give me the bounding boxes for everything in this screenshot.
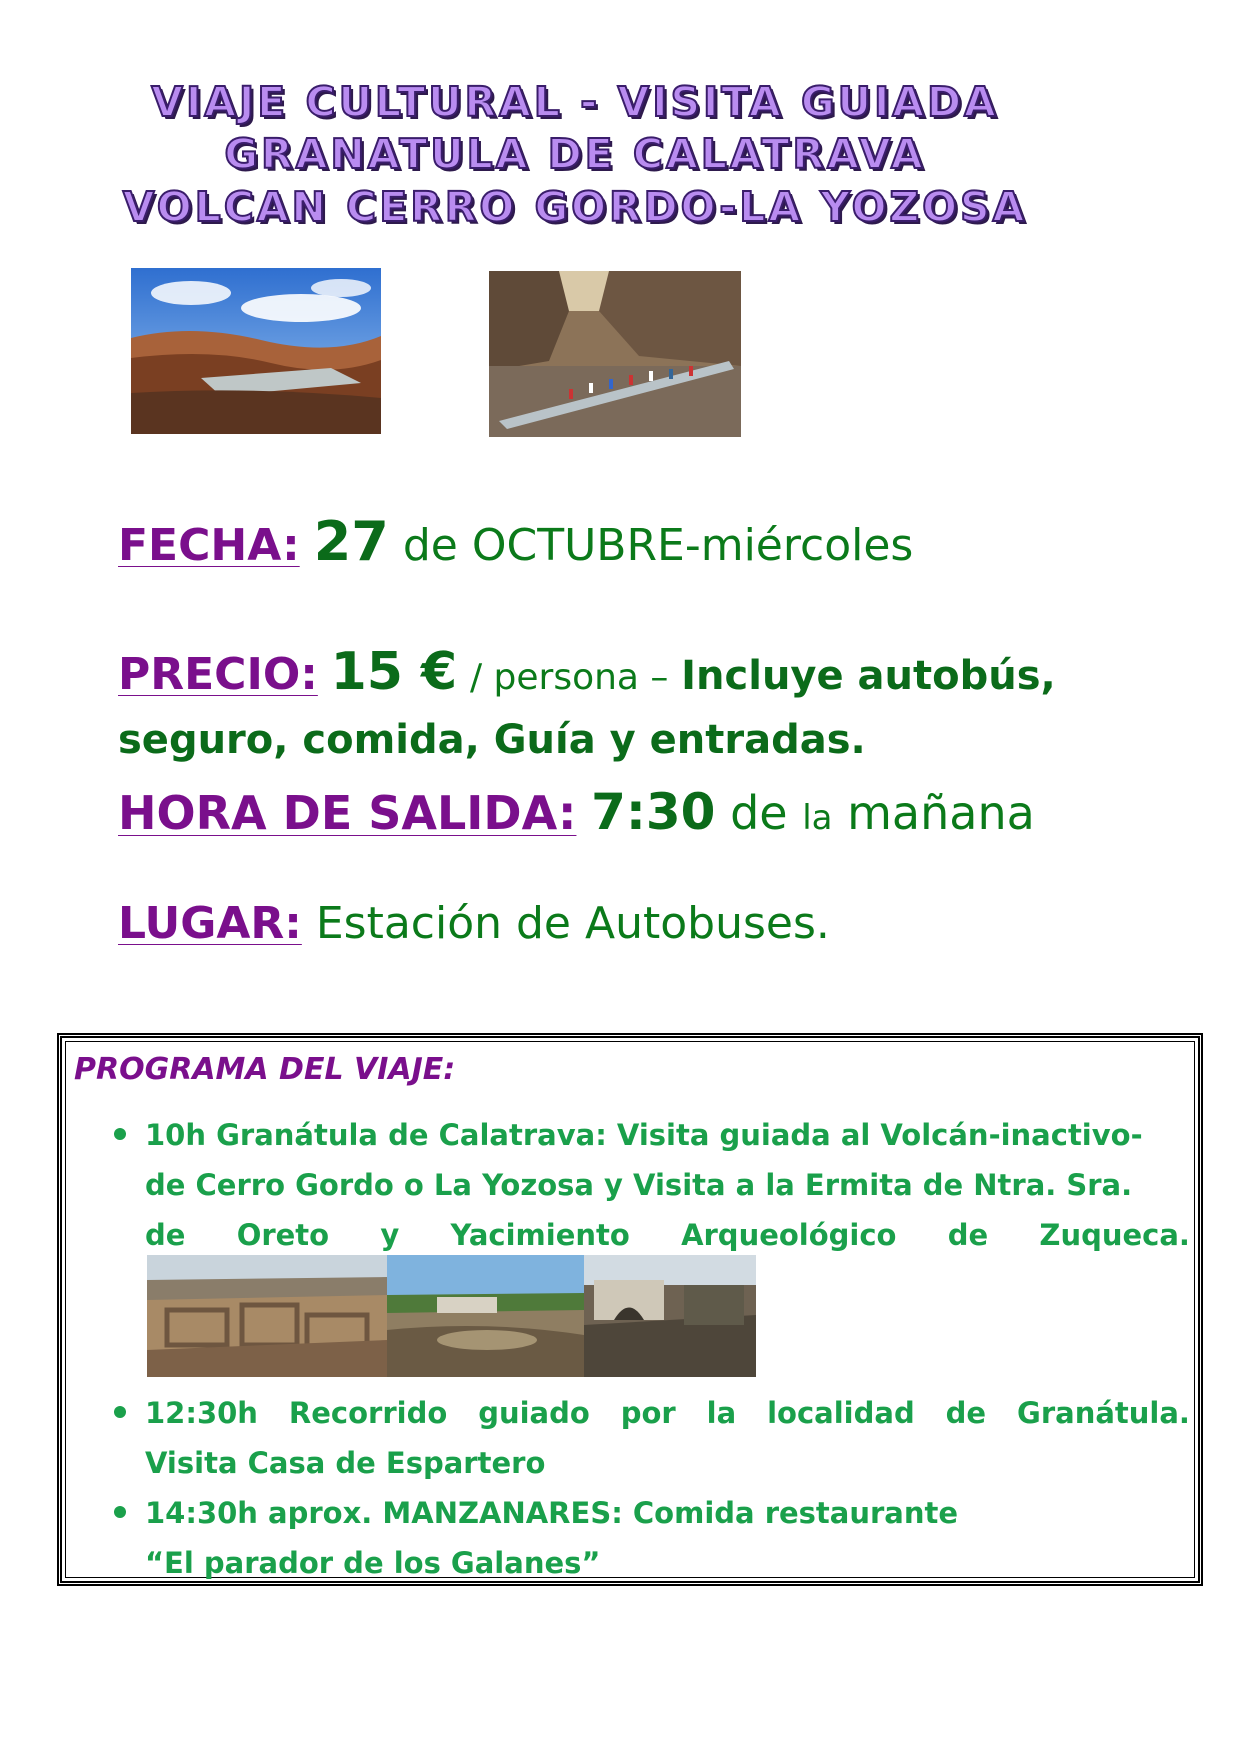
program-item-2	[145, 1388, 1190, 1488]
fecha-label: FECHA:	[118, 520, 300, 571]
title-line-2: GRANATULA DE CALATRAVA	[224, 130, 926, 178]
word: Arqueológico	[681, 1218, 897, 1252]
hora-line	[118, 783, 1035, 841]
bullet-1	[114, 1128, 126, 1140]
program-item-3	[145, 1488, 1190, 1588]
program-title: PROGRAMA DEL VIAJE:	[74, 1052, 456, 1087]
word: de	[947, 1218, 989, 1252]
fecha-line	[118, 510, 913, 573]
bullet-2	[114, 1406, 126, 1418]
word: 12:30h	[145, 1396, 258, 1430]
program-item-1-line-3	[145, 1210, 1190, 1260]
hora-label: HORA DE SALIDA:	[118, 786, 577, 840]
bullet-3	[114, 1506, 126, 1518]
hora-la: la	[802, 798, 833, 838]
precio-includes-line	[118, 717, 866, 763]
word: Yacimiento	[450, 1218, 630, 1252]
word: por	[620, 1396, 676, 1430]
zuqueca-site-photo-1	[147, 1255, 387, 1377]
zuqueca-site-photo-2	[387, 1255, 584, 1377]
lugar-value: Estación de Autobuses.	[315, 898, 830, 949]
fecha-day: 27	[313, 510, 389, 573]
program-item-3-line-1: 14:30h aprox. MANZANARES: Comida restaurante	[145, 1496, 959, 1530]
precio-unit: / persona –	[469, 657, 669, 698]
hora-rest: mañana	[847, 786, 1035, 840]
word: y	[380, 1218, 400, 1252]
precio-amount: 15 €	[330, 642, 458, 702]
word: Granátula.	[1017, 1396, 1190, 1430]
program-box	[57, 1033, 1203, 1586]
lugar-line	[118, 898, 830, 949]
program-item-1	[145, 1110, 1190, 1260]
word: Recorrido	[288, 1396, 448, 1430]
precio-includes-2: seguro, comida, Guía y entradas.	[118, 717, 866, 763]
lugar-label: LUGAR:	[118, 898, 302, 949]
word: guiado	[478, 1396, 590, 1430]
word: Oreto	[236, 1218, 330, 1252]
hora-de: de	[730, 786, 788, 840]
program-item-2-line-2: Visita Casa de Espartero	[145, 1446, 546, 1480]
title-line-1: VIAJE CULTURAL - VISITA GUIADA	[151, 78, 999, 126]
precio-label: PRECIO:	[118, 649, 318, 700]
word: de	[145, 1218, 186, 1252]
program-item-2-line-1	[145, 1388, 1190, 1438]
precio-includes-1: Incluye autobús,	[681, 653, 1056, 699]
volcano-walkway-photo	[489, 271, 741, 437]
word: la	[706, 1396, 737, 1430]
program-item-1-line-1: 10h Granátula de Calatrava: Visita guiada al Volcán-inactivo-	[145, 1118, 1143, 1152]
fecha-rest: de OCTUBRE-miércoles	[402, 520, 914, 571]
word: Zuqueca.	[1039, 1218, 1190, 1252]
volcano-crater-photo	[131, 268, 381, 434]
word: de	[945, 1396, 987, 1430]
program-item-3-line-2: “El parador de los Galanes”	[145, 1546, 601, 1580]
precio-line	[118, 642, 1056, 702]
title-line-3: VOLCAN CERRO GORDO-LA YOZOSA	[122, 183, 1028, 231]
word: localidad	[767, 1396, 915, 1430]
zuqueca-site-photo-3	[584, 1255, 756, 1377]
hora-time: 7:30	[591, 783, 716, 841]
program-item-1-line-2: de Cerro Gordo o La Yozosa y Visita a la Ermita de Ntra. Sra.	[145, 1168, 1133, 1202]
